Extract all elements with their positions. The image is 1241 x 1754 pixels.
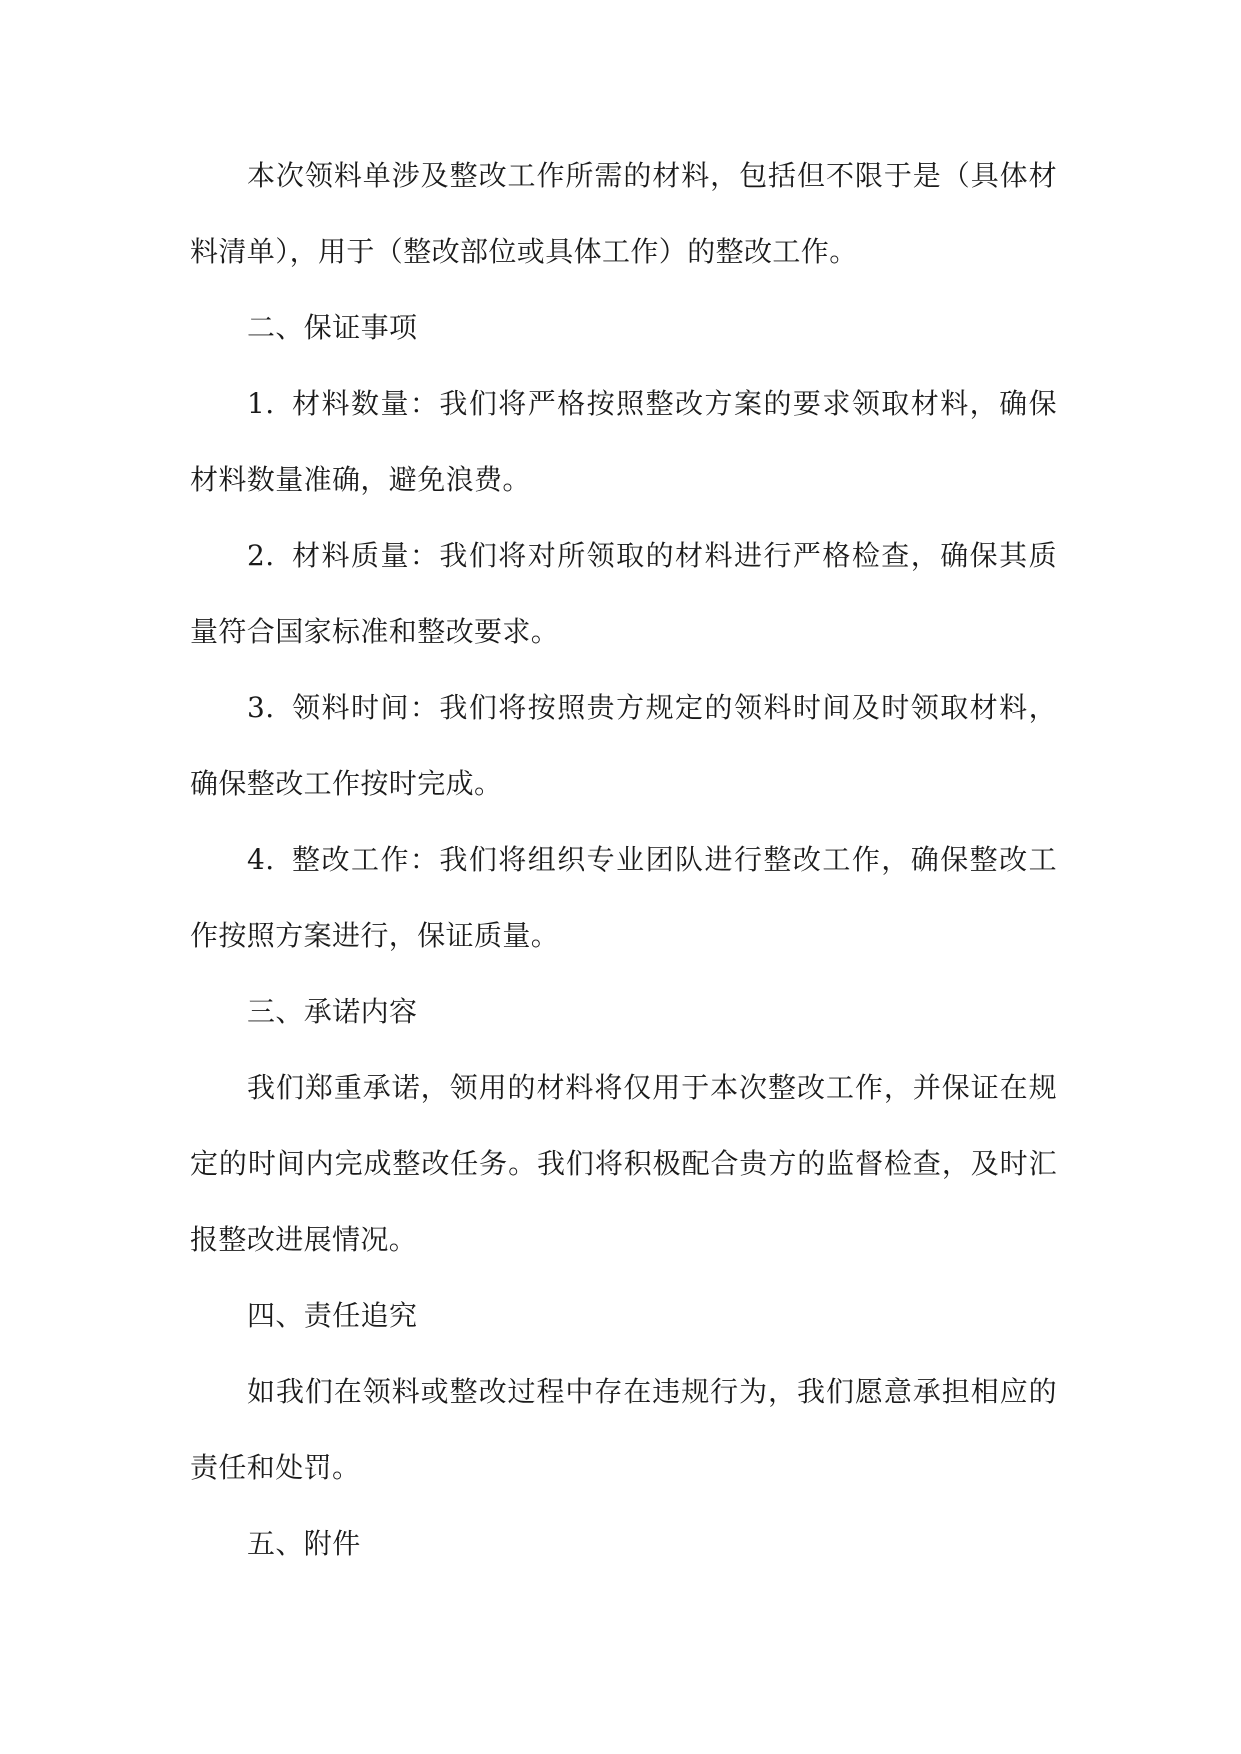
intro-paragraph: 本次领料单涉及整改工作所需的材料，包括但不限于是（具体材料清单），用于（整改部位或具体工作）的整改工作。 <box>190 159 1057 268</box>
list-item-number: 2. <box>247 539 275 572</box>
list-item <box>190 518 1057 670</box>
list-item <box>190 822 1057 974</box>
section-3-paragraph: 我们郑重承诺，领用的材料将仅用于本次整改工作，并保证在规定的时间内完成整改任务。我们将积极配合贵方的监督检查，及时汇报整改进展情况。 <box>190 1071 1057 1256</box>
list-item-number: 3. <box>247 691 275 724</box>
list-item-text: 领料时间：我们将按照贵方规定的领料时间及时领取材料，确保整改工作按时完成。 <box>190 691 1057 800</box>
document-body <box>190 138 1057 1582</box>
section-5-heading: 五、附件 <box>247 1527 361 1560</box>
list-item-text: 材料质量：我们将对所领取的材料进行严格检查，确保其质量符合国家标准和整改要求。 <box>190 539 1057 648</box>
list-item <box>190 670 1057 822</box>
section-4-heading: 四、责任追究 <box>247 1299 418 1332</box>
list-item-number: 4. <box>247 843 275 876</box>
list-item <box>190 366 1057 518</box>
section-3-heading: 三、承诺内容 <box>247 995 418 1028</box>
section-2-heading: 二、保证事项 <box>247 311 418 344</box>
list-item-text: 整改工作：我们将组织专业团队进行整改工作，确保整改工作按照方案进行，保证质量。 <box>190 843 1057 952</box>
list-item-number: 1. <box>247 387 275 420</box>
section-4-paragraph: 如我们在领料或整改过程中存在违规行为，我们愿意承担相应的责任和处罚。 <box>190 1375 1057 1484</box>
list-item-text: 材料数量：我们将严格按照整改方案的要求领取材料，确保材料数量准确，避免浪费。 <box>190 387 1057 496</box>
